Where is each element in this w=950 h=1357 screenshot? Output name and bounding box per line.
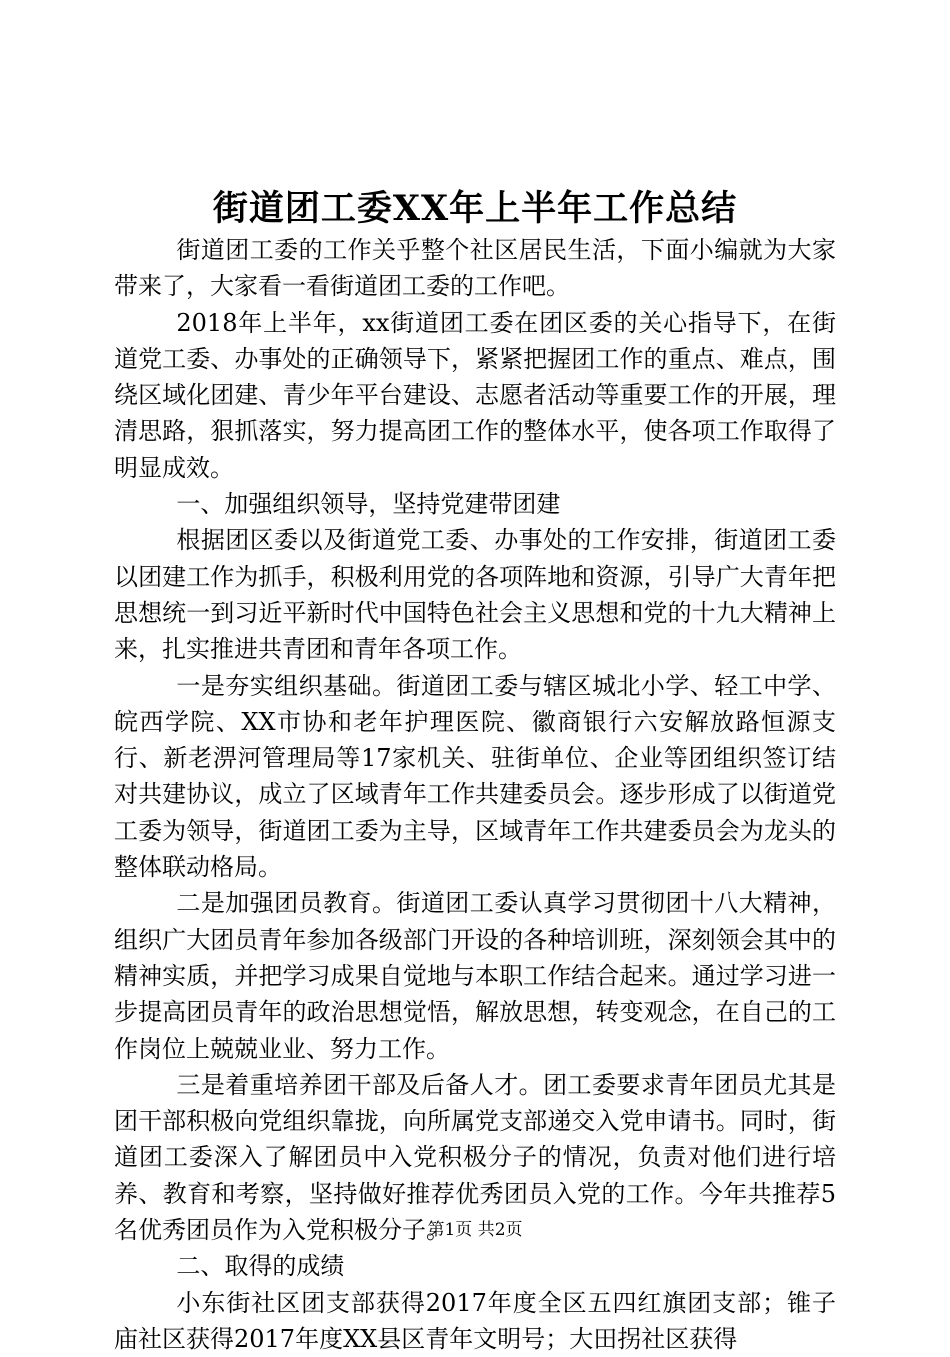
paragraph-intro: 街道团工委的工作关乎整个社区居民生活，下面小编就为大家带来了，大家看一看街道团工委的工作吧。 — [114, 236, 836, 301]
document-body — [114, 232, 836, 1357]
paragraph-item-3: 三是着重培养团干部及后备人才。团工委要求青年团员尤其是团干部积极向党组织靠拢，向所属党支部递交入党申请书。同时，街道团工委深入了解团员中入党积极分子的情况，负责对他们进行培养、教育和考察，坚持做好推荐优秀团员入党的工作。今年共推荐5名优秀团员作为入党积极分子。 — [114, 1070, 836, 1245]
document-title: 街道团工委XX年上半年工作总结 — [212, 188, 738, 229]
page-footer: 第1页 共2页 — [427, 1220, 523, 1240]
paragraph-item-2: 二是加强团员教育。街道团工委认真学习贯彻团十八大精神，组织广大团员青年参加各级部门开设的各种培训班，深刻领会其中的精神实质，并把学习成果自觉地与本职工作结合起来。通过学习进一步提高团员青年的政治思想觉悟，解放思想，转变观念，在自己的工作岗位上兢兢业业、努力工作。 — [114, 889, 836, 1063]
paragraph-achievements: 小东街社区团支部获得2017年度全区五四红旗团支部；锥子庙社区获得2017年度XX县区青年文明号；大田拐社区获得 — [114, 1288, 836, 1353]
section-heading-1: 一、加强组织领导，坚持党建带团建 — [176, 490, 561, 519]
section-heading-2: 二、取得的成绩 — [176, 1252, 345, 1281]
paragraph-overview: 2018年上半年，xx街道团工委在团区委的关心指导下，在街道党工委、办事处的正确领导下，紧紧把握团工作的重点、难点，围绕区域化团建、青少年平台建设、志愿者活动等重要工作的开展，理清思路，狠抓落实，努力提高团工作的整体水平，使各项工作取得了明显成效。 — [114, 308, 836, 482]
paragraph-item-1: 一是夯实组织基础。街道团工委与辖区城北小学、轻工中学、皖西学院、XX市协和老年护理医院、徽商银行六安解放路恒源支行、新老淠河管理局等17家机关、驻街单位、企业等团组织签订结对共建协议，成立了区域青年工作共建委员会。逐步形成了以街道党工委为领导，街道团工委为主导，区域青年工作共建委员会为龙头的整体联动格局。 — [114, 671, 836, 882]
paragraph-section-1: 根据团区委以及街道党工委、办事处的工作安排，街道团工委以团建工作为抓手，积极利用党的各项阵地和资源，引导广大青年把思想统一到习近平新时代中国特色社会主义思想和党的十九大精神上来，扎实推进共青团和青年各项工作。 — [114, 526, 836, 664]
